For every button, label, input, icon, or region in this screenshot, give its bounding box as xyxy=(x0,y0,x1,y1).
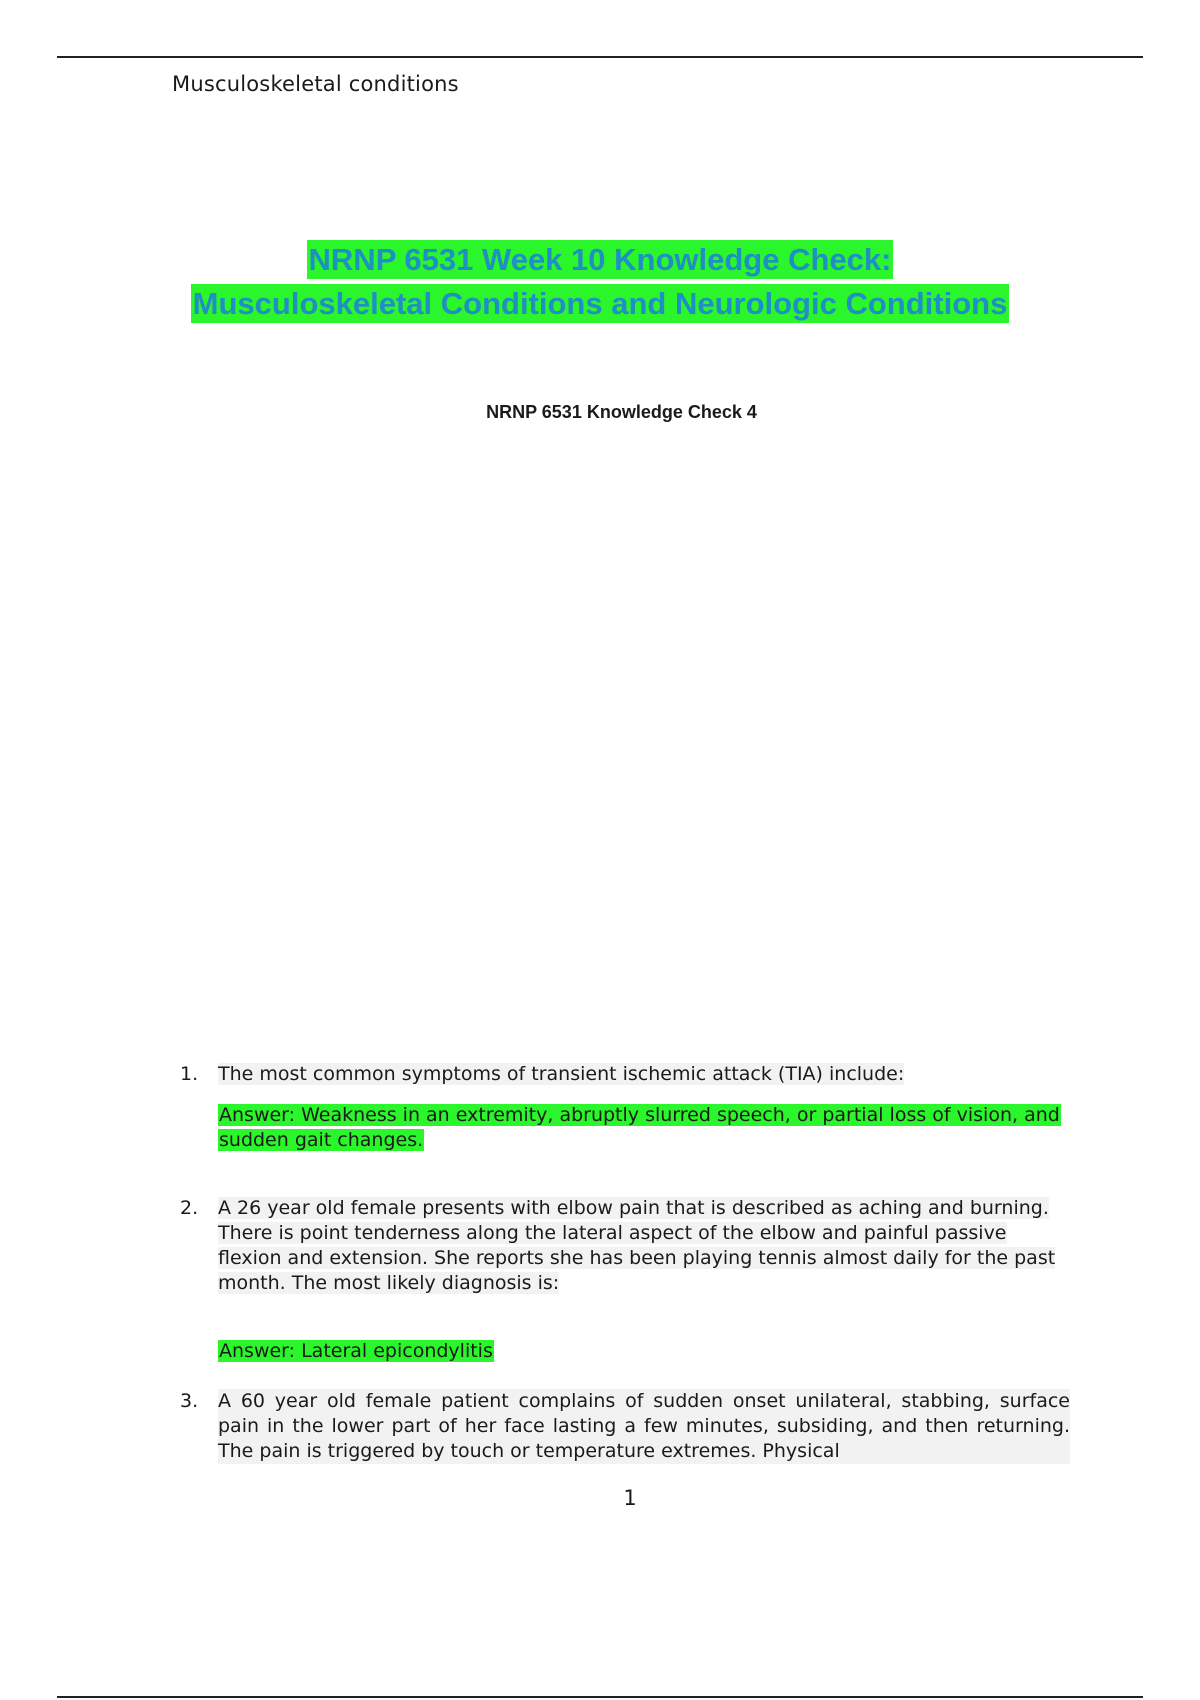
question-text: A 26 year old female presents with elbow pain that is described as aching and burning. There is point tenderness along the lateral aspect of the elbow and painful passive flexion and extension. She reports she has been playing tennis almost daily for the past month. The most likely diagnosis is: xyxy=(218,1197,1056,1294)
question-number: 1. xyxy=(180,1063,199,1085)
header-rule xyxy=(57,56,1143,58)
question-list xyxy=(180,1062,1070,1464)
answer-text: Answer: Weakness in an extremity, abruptly slurred speech, or partial loss of vision, and sudden gait changes. xyxy=(219,1104,1060,1151)
answer-text: Answer: Lateral epicondylitis xyxy=(219,1340,493,1362)
question-number: 3. xyxy=(180,1390,199,1412)
running-header: Musculoskeletal conditions xyxy=(172,72,459,96)
title-line-1: NRNP 6531 Week 10 Knowledge Check: xyxy=(308,242,892,277)
answer xyxy=(218,1339,1070,1364)
answer xyxy=(218,1103,1070,1153)
title-line-2: Musculoskeletal Conditions and Neurologic Conditions xyxy=(192,286,1008,321)
document-title xyxy=(100,238,1100,326)
question-item xyxy=(180,1196,1070,1364)
page-number: 1 xyxy=(623,1486,637,1510)
question-text: A 60 year old female patient complains of sudden onset unilateral, stabbing, surface pain in the lower part of her face lasting a few minutes, subsiding, and then returning. The pain is triggered by touch or temperature extremes. Physical xyxy=(218,1390,1070,1462)
document-subtitle: NRNP 6531 Knowledge Check 4 xyxy=(486,402,757,422)
question-item xyxy=(180,1062,1070,1153)
question-number: 2. xyxy=(180,1197,199,1219)
question-item xyxy=(180,1389,1070,1464)
footer-rule xyxy=(57,1696,1143,1698)
question-text: The most common symptoms of transient ischemic attack (TIA) include: xyxy=(218,1063,905,1085)
